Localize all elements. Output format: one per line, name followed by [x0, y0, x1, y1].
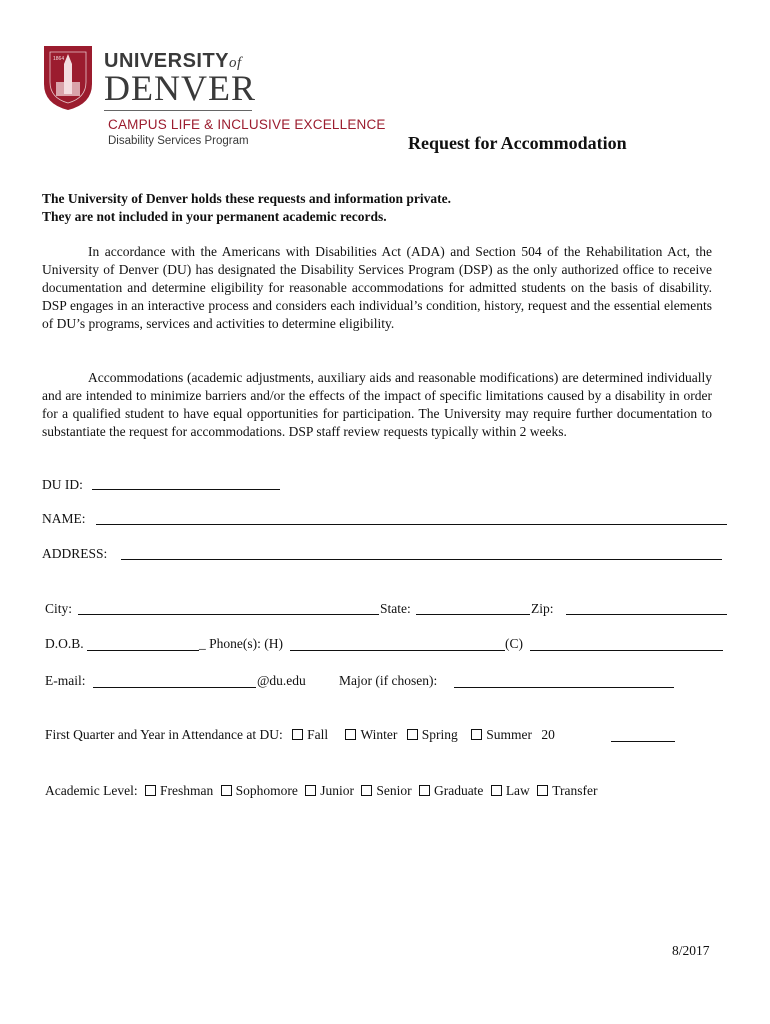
- privacy-notice-line1: The University of Denver holds these requests and information private.: [42, 191, 451, 206]
- senior-option-label: Senior: [376, 783, 412, 798]
- address-input[interactable]: [121, 559, 722, 560]
- logo-denver-text: DENVER: [104, 68, 256, 108]
- du-id-label: DU ID:: [42, 477, 83, 492]
- phone-cell-input[interactable]: [530, 650, 723, 651]
- email-label: E-mail:: [45, 673, 86, 688]
- revision-date: 8/2017: [672, 943, 710, 958]
- logo-divider: [104, 110, 252, 111]
- privacy-notice-line2: They are not included in your permanent academic records.: [42, 209, 387, 224]
- graduate-option-label: Graduate: [433, 783, 484, 798]
- logo-university-text: UNIVERSITYof: [104, 50, 242, 72]
- year-input[interactable]: [611, 741, 675, 742]
- state-input[interactable]: [416, 614, 530, 615]
- du-id-input[interactable]: [92, 489, 280, 490]
- fall-option-label: Fall: [307, 727, 329, 742]
- attendance-label: First Quarter and Year in Attendance at DU:: [45, 727, 283, 742]
- paragraph-ada: In accordance with the Americans with Disabilities Act (ADA) and Section 504 of the Rehabilitation Act, the University of Denver (DU) has designated the Disability Services Program (DSP) as the only authorized office to receive documentation and determine eligibility for reasonable accommodations for admitted students on the basis of disability. DSP engages in an interactive process and considers each individual’s condition, history, request and the essential elements of DU’s programs, services and activities to determine eligibility.: [42, 244, 712, 331]
- academic-level-label: Academic Level:: [45, 783, 138, 798]
- major-label: Major (if chosen):: [339, 673, 438, 688]
- city-label: City:: [45, 601, 73, 616]
- attendance-row: [45, 727, 555, 743]
- winter-option-label: Winter: [360, 727, 398, 742]
- phone-home-label: _ Phone(s): (H): [199, 636, 283, 651]
- year-prefix: 20: [541, 727, 555, 742]
- university-seal-logo: [42, 44, 94, 112]
- graduate-checkbox[interactable]: [419, 785, 430, 796]
- freshman-checkbox[interactable]: [145, 785, 156, 796]
- spring-option-label: Spring: [421, 727, 458, 742]
- dob-label: D.O.B.: [45, 636, 84, 651]
- transfer-option-label: Transfer: [552, 783, 598, 798]
- junior-option-label: Junior: [320, 783, 354, 798]
- seal-year-text: 1864: [53, 56, 65, 62]
- phone-cell-label: (C): [505, 636, 523, 651]
- sophomore-checkbox[interactable]: [221, 785, 232, 796]
- city-input[interactable]: [78, 614, 379, 615]
- major-input[interactable]: [454, 687, 674, 688]
- logo-campus-text: CAMPUS LIFE & INCLUSIVE EXCELLENCE: [108, 117, 386, 132]
- paragraph-accommodations: Accommodations (academic adjustments, auxiliary aids and reasonable modifications) are determined individually and are intended to minimize barriers and/or the effects of the impact of specific limitations caused by a disability in order for a qualified student to have equal opportunities for participation. The University may require further documentation to substantiate the request for accommodations. DSP staff review requests typically within 2 weeks.: [42, 370, 712, 439]
- law-option-label: Law: [505, 783, 530, 798]
- state-label: State:: [380, 601, 411, 616]
- phone-home-input[interactable]: [290, 650, 505, 651]
- dob-input[interactable]: [87, 650, 199, 651]
- email-domain-text: @du.edu: [257, 673, 306, 688]
- summer-checkbox[interactable]: [471, 729, 482, 740]
- academic-level-row: [45, 783, 597, 799]
- name-label: NAME:: [42, 511, 86, 526]
- sophomore-option-label: Sophomore: [235, 783, 298, 798]
- document-title: Request for Accommodation: [408, 133, 627, 153]
- email-input[interactable]: [93, 687, 256, 688]
- spring-checkbox[interactable]: [407, 729, 418, 740]
- law-checkbox[interactable]: [491, 785, 502, 796]
- fall-checkbox[interactable]: [292, 729, 303, 740]
- address-label: ADDRESS:: [42, 546, 108, 561]
- senior-checkbox[interactable]: [361, 785, 372, 796]
- logo-program-text: Disability Services Program: [108, 135, 249, 147]
- freshman-option-label: Freshman: [159, 783, 214, 798]
- summer-option-label: Summer: [486, 727, 532, 742]
- zip-input[interactable]: [566, 614, 727, 615]
- junior-checkbox[interactable]: [305, 785, 316, 796]
- name-input[interactable]: [96, 524, 727, 525]
- winter-checkbox[interactable]: [345, 729, 356, 740]
- transfer-checkbox[interactable]: [537, 785, 548, 796]
- zip-label: Zip:: [531, 601, 554, 616]
